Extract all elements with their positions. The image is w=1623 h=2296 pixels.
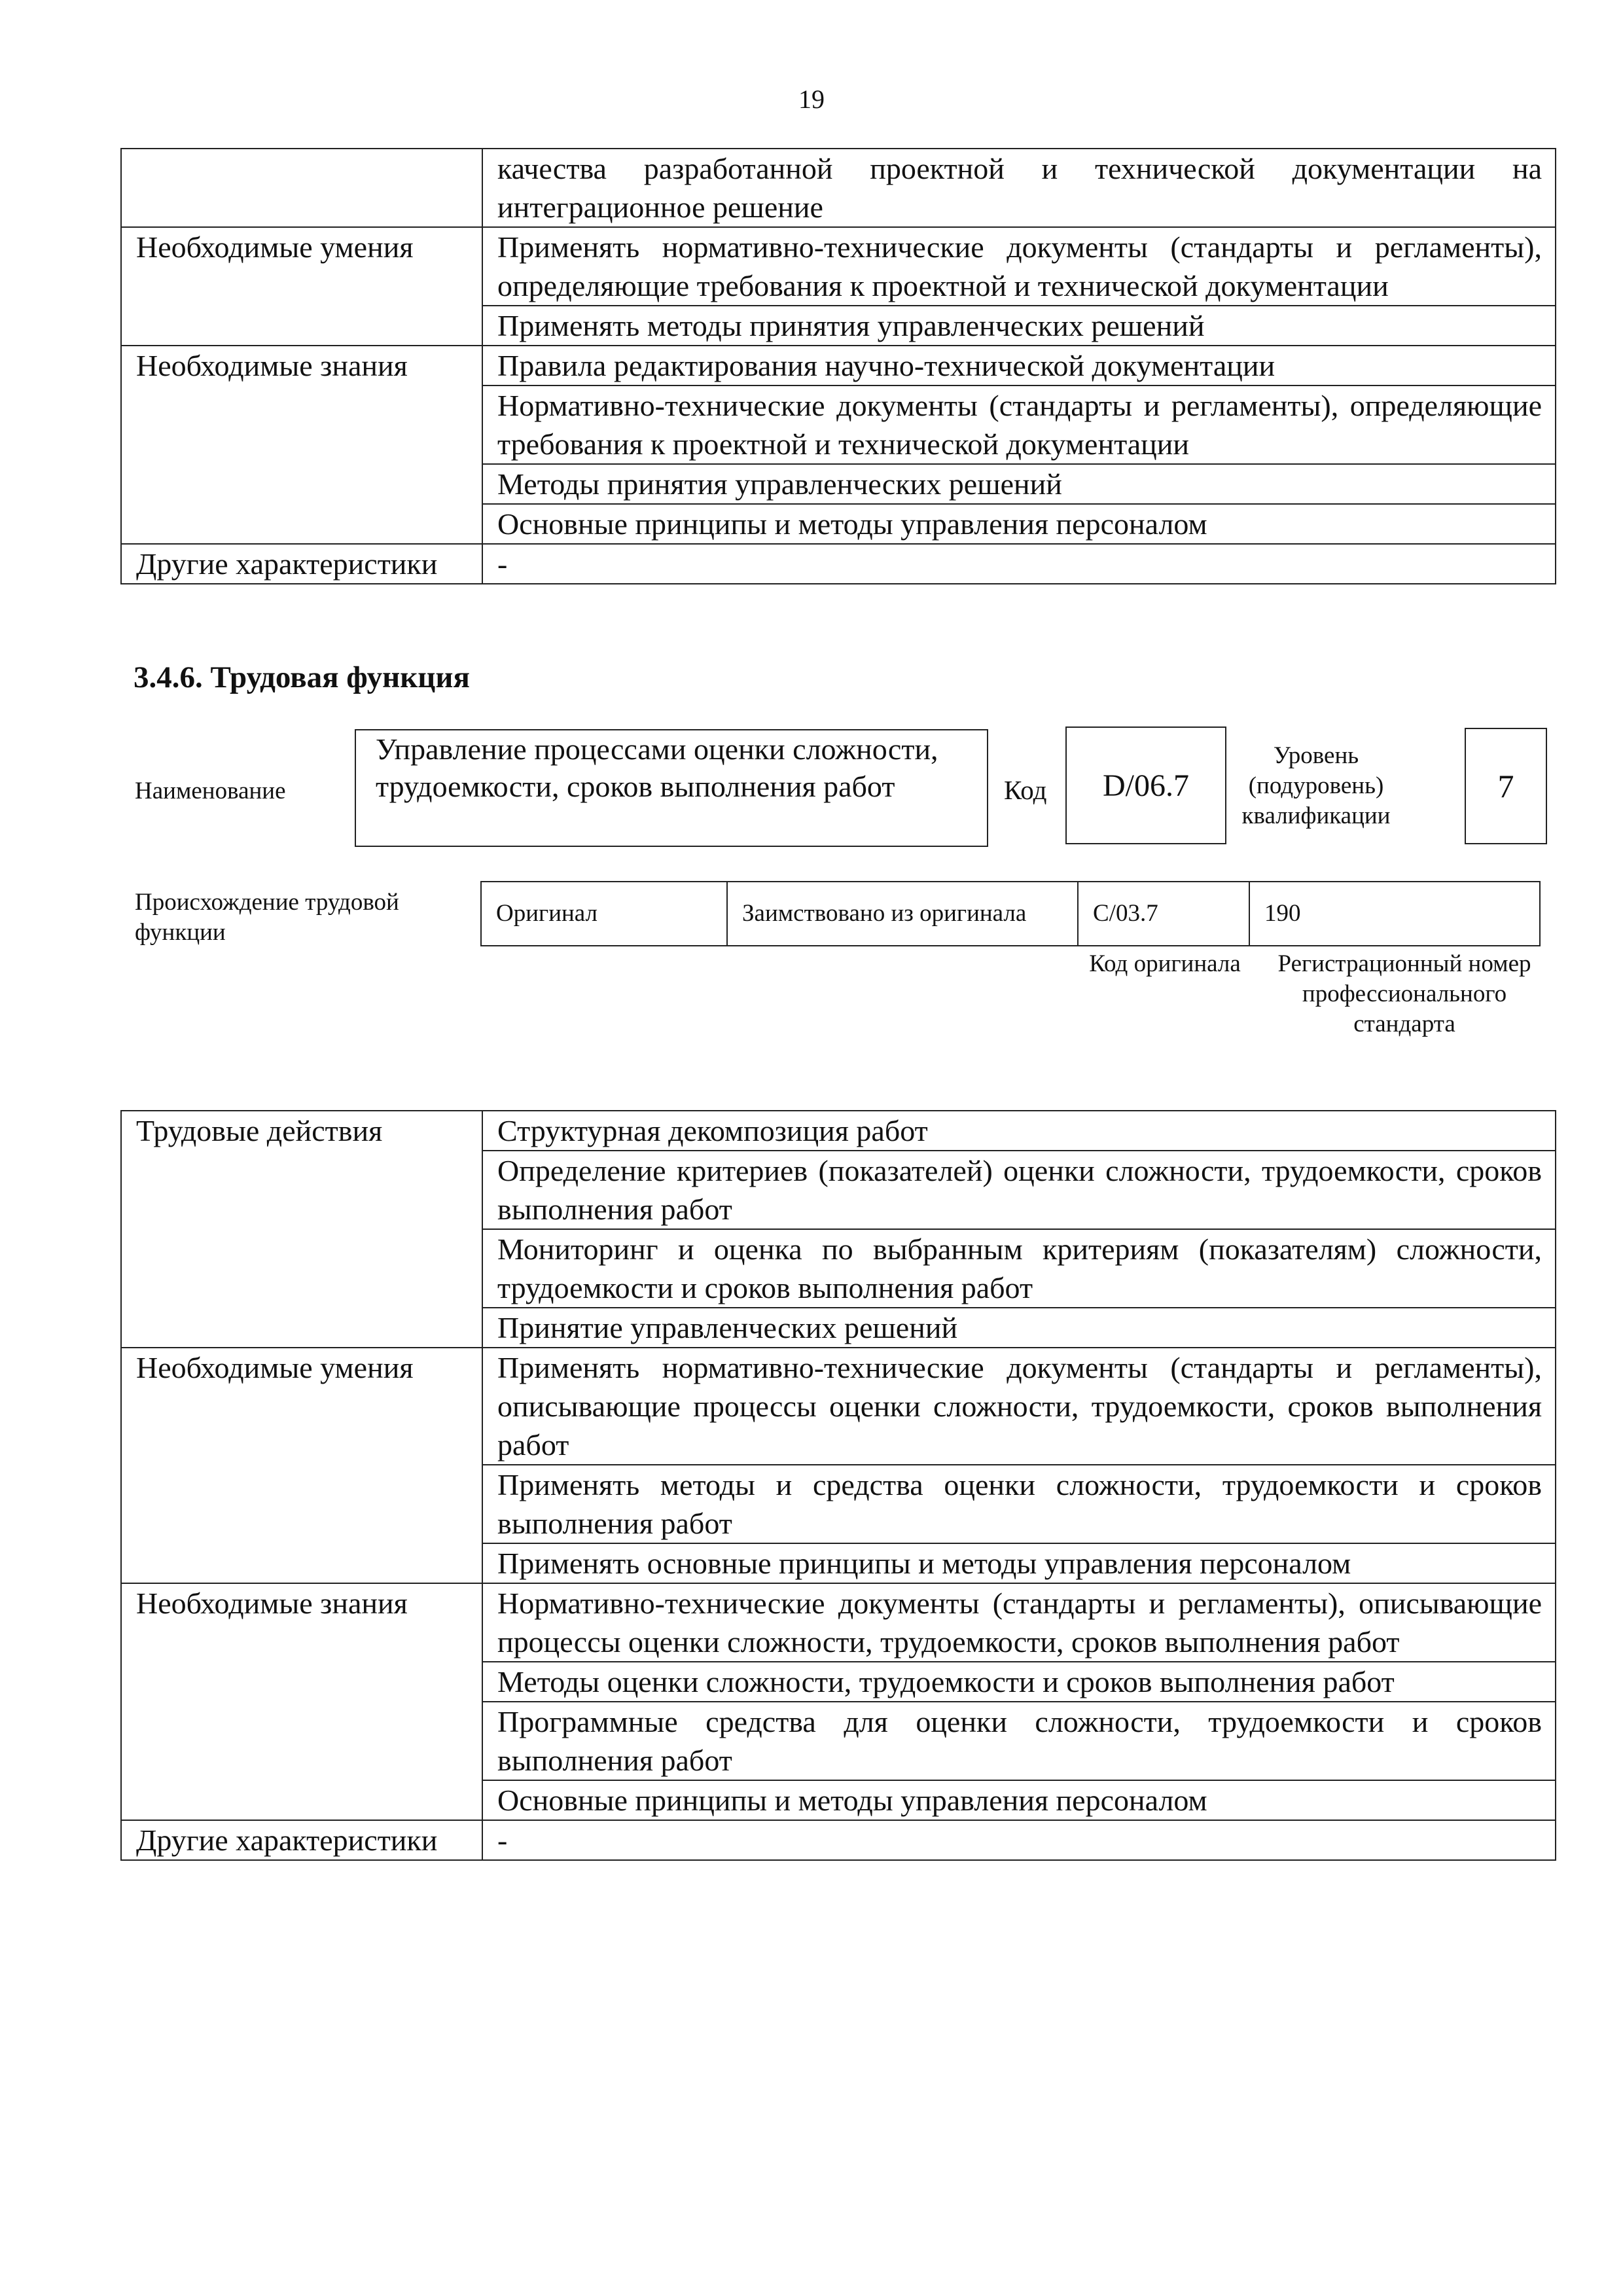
row-text: Основные принципы и методы управления персоналом xyxy=(482,504,1556,544)
row-text: Нормативно-технические документы (стандарты и регламенты), определяющие требования к проектной и технической документации xyxy=(482,386,1556,464)
row-text: Применять методы принятия управленческих решений xyxy=(482,306,1556,346)
row-text: Нормативно-технические документы (стандарты и регламенты), описывающие процессы оценки сложности, трудоемкости, сроков выполнения работ xyxy=(482,1583,1556,1662)
origin-code: C/03.7 xyxy=(1078,882,1249,946)
row-label-knowledge: Необходимые знания xyxy=(121,1583,482,1820)
table-row xyxy=(121,1583,1556,1662)
level-label: Уровень (подуровень) квалификации xyxy=(1241,742,1391,829)
row-text: Структурная декомпозиция работ xyxy=(482,1111,1556,1151)
row-text: Основные принципы и методы управления персоналом xyxy=(482,1780,1556,1820)
prev-function-table xyxy=(120,148,1556,584)
row-label xyxy=(121,149,482,227)
code-value: D/06.7 xyxy=(1103,768,1189,803)
name-label: Наименование xyxy=(135,778,286,804)
table-row xyxy=(121,1348,1556,1465)
origin-table xyxy=(480,881,1541,946)
row-label-skills: Необходимые умения xyxy=(121,1348,482,1583)
row-text: Применять нормативно-технические документы (стандарты и регламенты), определяющие требования к проектной и технической документации xyxy=(482,227,1556,306)
row-label-other: Другие характеристики xyxy=(121,544,482,584)
row-text: - xyxy=(482,544,1556,584)
function-name-value: Управление процессами оценки сложности, трудоемкости, сроков выполнения работ xyxy=(376,732,938,803)
origin-label: Происхождение трудовой функции xyxy=(135,889,399,946)
row-label-actions: Трудовые действия xyxy=(121,1111,482,1348)
origin-regnum: 190 xyxy=(1249,882,1540,946)
code-box xyxy=(1065,726,1226,844)
page-number: 19 xyxy=(798,84,825,114)
code-label: Код xyxy=(1004,775,1047,805)
regnum-label: Регистрационный номер профессионального стандарта xyxy=(1277,950,1531,1037)
table-row xyxy=(121,1820,1556,1860)
row-text: качества разработанной проектной и технической документации на интеграционное решение xyxy=(482,149,1556,227)
function-table xyxy=(120,1110,1556,1861)
row-text: Программные средства для оценки сложности, трудоемкости и сроков выполнения работ xyxy=(482,1702,1556,1780)
row-text: Правила редактирования научно-технической документации xyxy=(482,346,1556,386)
code-original-label: Код оригинала xyxy=(1089,950,1241,977)
row-text: Методы оценки сложности, трудоемкости и сроков выполнения работ xyxy=(482,1662,1556,1702)
row-text: Методы принятия управленческих решений xyxy=(482,464,1556,504)
row-label-skills: Необходимые умения xyxy=(121,227,482,346)
table-row xyxy=(121,1111,1556,1151)
row-label-other: Другие характеристики xyxy=(121,1820,482,1860)
row-text: Применять основные принципы и методы управления персоналом xyxy=(482,1543,1556,1583)
row-text: Применять методы и средства оценки сложности, трудоемкости и сроков выполнения работ xyxy=(482,1465,1556,1543)
table-row xyxy=(121,346,1556,386)
level-value: 7 xyxy=(1497,768,1514,804)
row-text: Определение критериев (показателей) оценки сложности, трудоемкости, сроков выполнения работ xyxy=(482,1151,1556,1229)
row-text: Мониторинг и оценка по выбранным критериям (показателям) сложности, трудоемкости и сроков выполнения работ xyxy=(482,1229,1556,1308)
row-text: Принятие управленческих решений xyxy=(482,1308,1556,1348)
section-heading: 3.4.6. Трудовая функция xyxy=(134,660,470,694)
origin-borrowed: Заимствовано из оригинала xyxy=(727,882,1078,946)
level-box xyxy=(1465,728,1547,844)
row-label-knowledge: Необходимые знания xyxy=(121,346,482,544)
table-row xyxy=(121,149,1556,227)
row-text: - xyxy=(482,1820,1556,1860)
table-row xyxy=(121,227,1556,306)
origin-original: Оригинал xyxy=(481,882,727,946)
row-text: Применять нормативно-технические документы (стандарты и регламенты), описывающие процессы оценки сложности, трудоемкости, сроков выполнения работ xyxy=(482,1348,1556,1465)
name-box xyxy=(355,729,988,847)
table-row xyxy=(121,544,1556,584)
